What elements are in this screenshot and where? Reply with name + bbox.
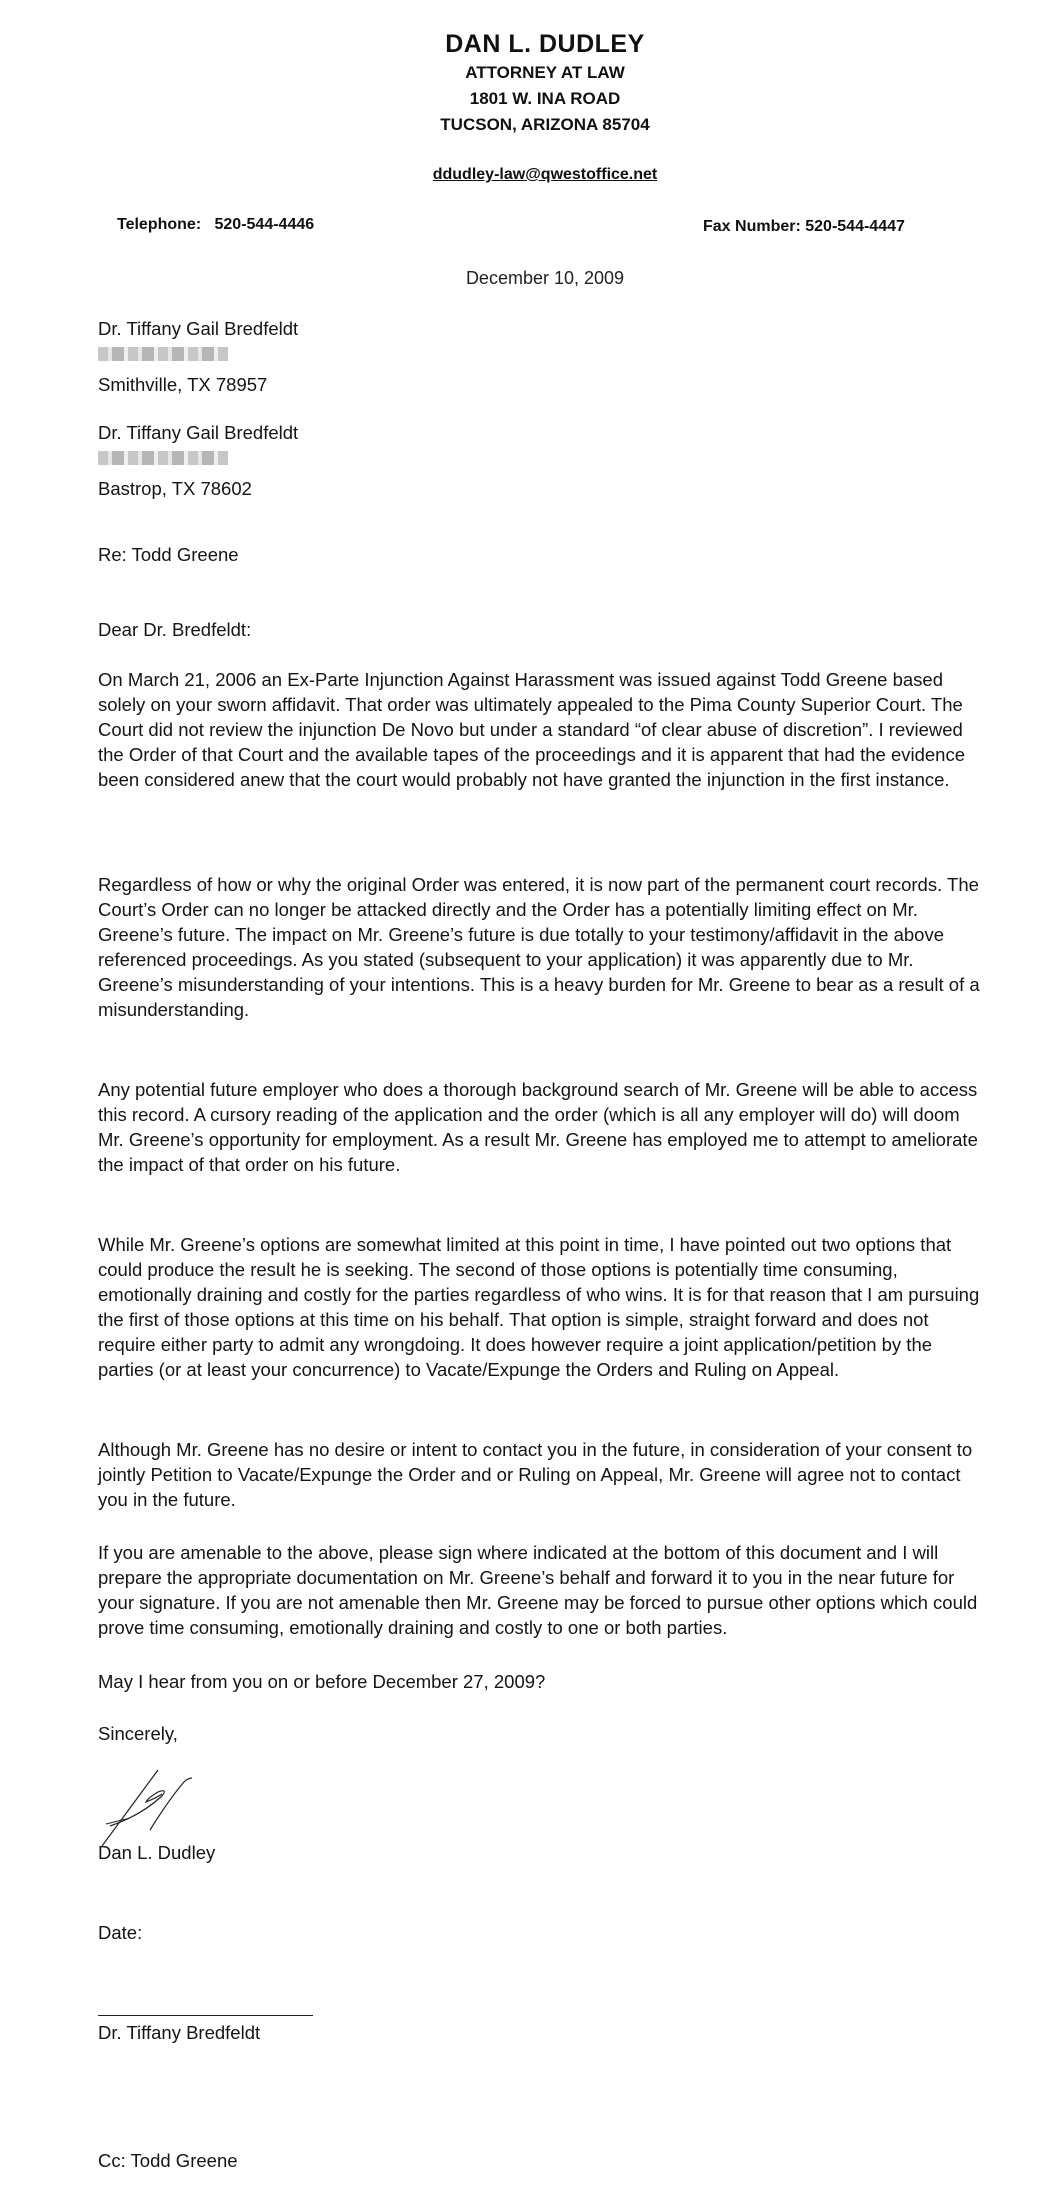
recipient-address-2: [98, 420, 298, 501]
paragraph-6: If you are amenable to the above, please sign where indicated at the bottom of this document and I will prepare the appropriate documentation on Mr. Greene’s behalf and forward it to you in the near future for your signature. If you are not amenable then Mr. Greene may be forced to pursue other options which could prove time consuming, emotionally draining and costly to one or both parties.: [98, 1542, 978, 1638]
signature-icon: [100, 1768, 210, 1848]
recipient-city: Smithville, TX 78957: [98, 374, 268, 395]
telephone: [117, 216, 314, 234]
city-address: TUCSON, ARIZONA 85704: [440, 115, 650, 134]
recipient-name: Dr. Tiffany Gail Bredfeldt: [98, 422, 299, 443]
attorney-title: ATTORNEY AT LAW: [465, 63, 625, 82]
signature-line[interactable]: [98, 2015, 313, 2016]
signer-name: Dan L. Dudley: [98, 1842, 216, 1863]
salutation: Dear Dr. Bredfeldt:: [98, 619, 252, 640]
cc-line: Cc: Todd Greene: [98, 2150, 238, 2171]
recipient-address-1: [98, 316, 298, 397]
paragraph-7: May I hear from you on or before December 27, 2009?: [98, 1671, 546, 1692]
letter-date: December 10, 2009: [465, 268, 625, 288]
fax-number: 520-544-4447: [805, 218, 905, 235]
telephone-number: 520-544-4446: [214, 216, 315, 233]
telephone-label: Telephone:: [117, 216, 202, 233]
fax-label: Fax Number:: [703, 218, 801, 235]
paragraph-3: Any potential future employer who does a thorough background search of Mr. Greene will be able to access this record. A cursory reading of the application and the order (which is all any employer will do) will doom Mr. Greene’s opportunity for employment. As a result Mr. Greene has employed me to attempt to ameliorate the impact of that order on his future.: [98, 1079, 978, 1175]
fax: [703, 218, 905, 236]
recipient-name: Dr. Tiffany Gail Bredfeldt: [98, 318, 299, 339]
redacted-po-box: [98, 451, 228, 465]
date-label: Date:: [98, 1922, 143, 1943]
paragraph-2: Regardless of how or why the original Order was entered, it is now part of the permanent court records. The Court’s Order can no longer be attacked directly and the Order has a potentially limiting effect on Mr. Greene’s future. The impact on Mr. Greene’s future is due totally to your testimony/affidavit in the above referenced proceedings. As you stated (subsequent to your application) it was apparently due to Mr. Greene’s misunderstanding of your intentions. This is a heavy burden for Mr. Greene to bear as a result of a misunderstanding.: [98, 874, 980, 1020]
redacted-po-box: [98, 347, 228, 361]
countersign-name: Dr. Tiffany Bredfeldt: [98, 2022, 261, 2043]
re-line: Re: Todd Greene: [98, 544, 239, 565]
letterhead: [0, 28, 1050, 138]
closing: Sincerely,: [98, 1723, 178, 1744]
attorney-name: DAN L. DUDLEY: [445, 30, 645, 58]
paragraph-4: While Mr. Greene’s options are somewhat limited at this point in time, I have pointed out two options that could produce the result he is seeking. The second of those options is potentially time consuming, emotionally draining and costly for the parties regardless of who wins. It is for that reason that I am pursuing the first of those options at this time on his behalf. That option is simple, straight forward and does not require either party to admit any wrongdoing. It does however require a joint application/petition by the parties (or at least your concurrence) to Vacate/Expunge the Orders and Ruling on Appeal.: [98, 1234, 980, 1380]
paragraph-1: On March 21, 2006 an Ex-Parte Injunction Against Harassment was issued against Todd Greene based solely on your sworn affidavit. That order was ultimately appealed to the Pima County Superior Court. The Court did not review the injunction De Novo but under a standard “of clear abuse of discretion”. I reviewed the Order of that Court and the available tapes of the proceedings and it is apparent that had the evidence been considered anew that the court would probably not have granted the injunction in the first instance.: [98, 669, 965, 790]
email-link[interactable]: ddudley-law@qwestoffice.net: [432, 166, 658, 183]
paragraph-5: Although Mr. Greene has no desire or intent to contact you in the future, in consideration of your consent to jointly Petition to Vacate/Expunge the Order and or Ruling on Appeal, Mr. Greene will agree not to contact you in the future.: [98, 1439, 973, 1510]
street-address: 1801 W. INA ROAD: [469, 89, 621, 108]
recipient-city: Bastrop, TX 78602: [98, 478, 252, 499]
